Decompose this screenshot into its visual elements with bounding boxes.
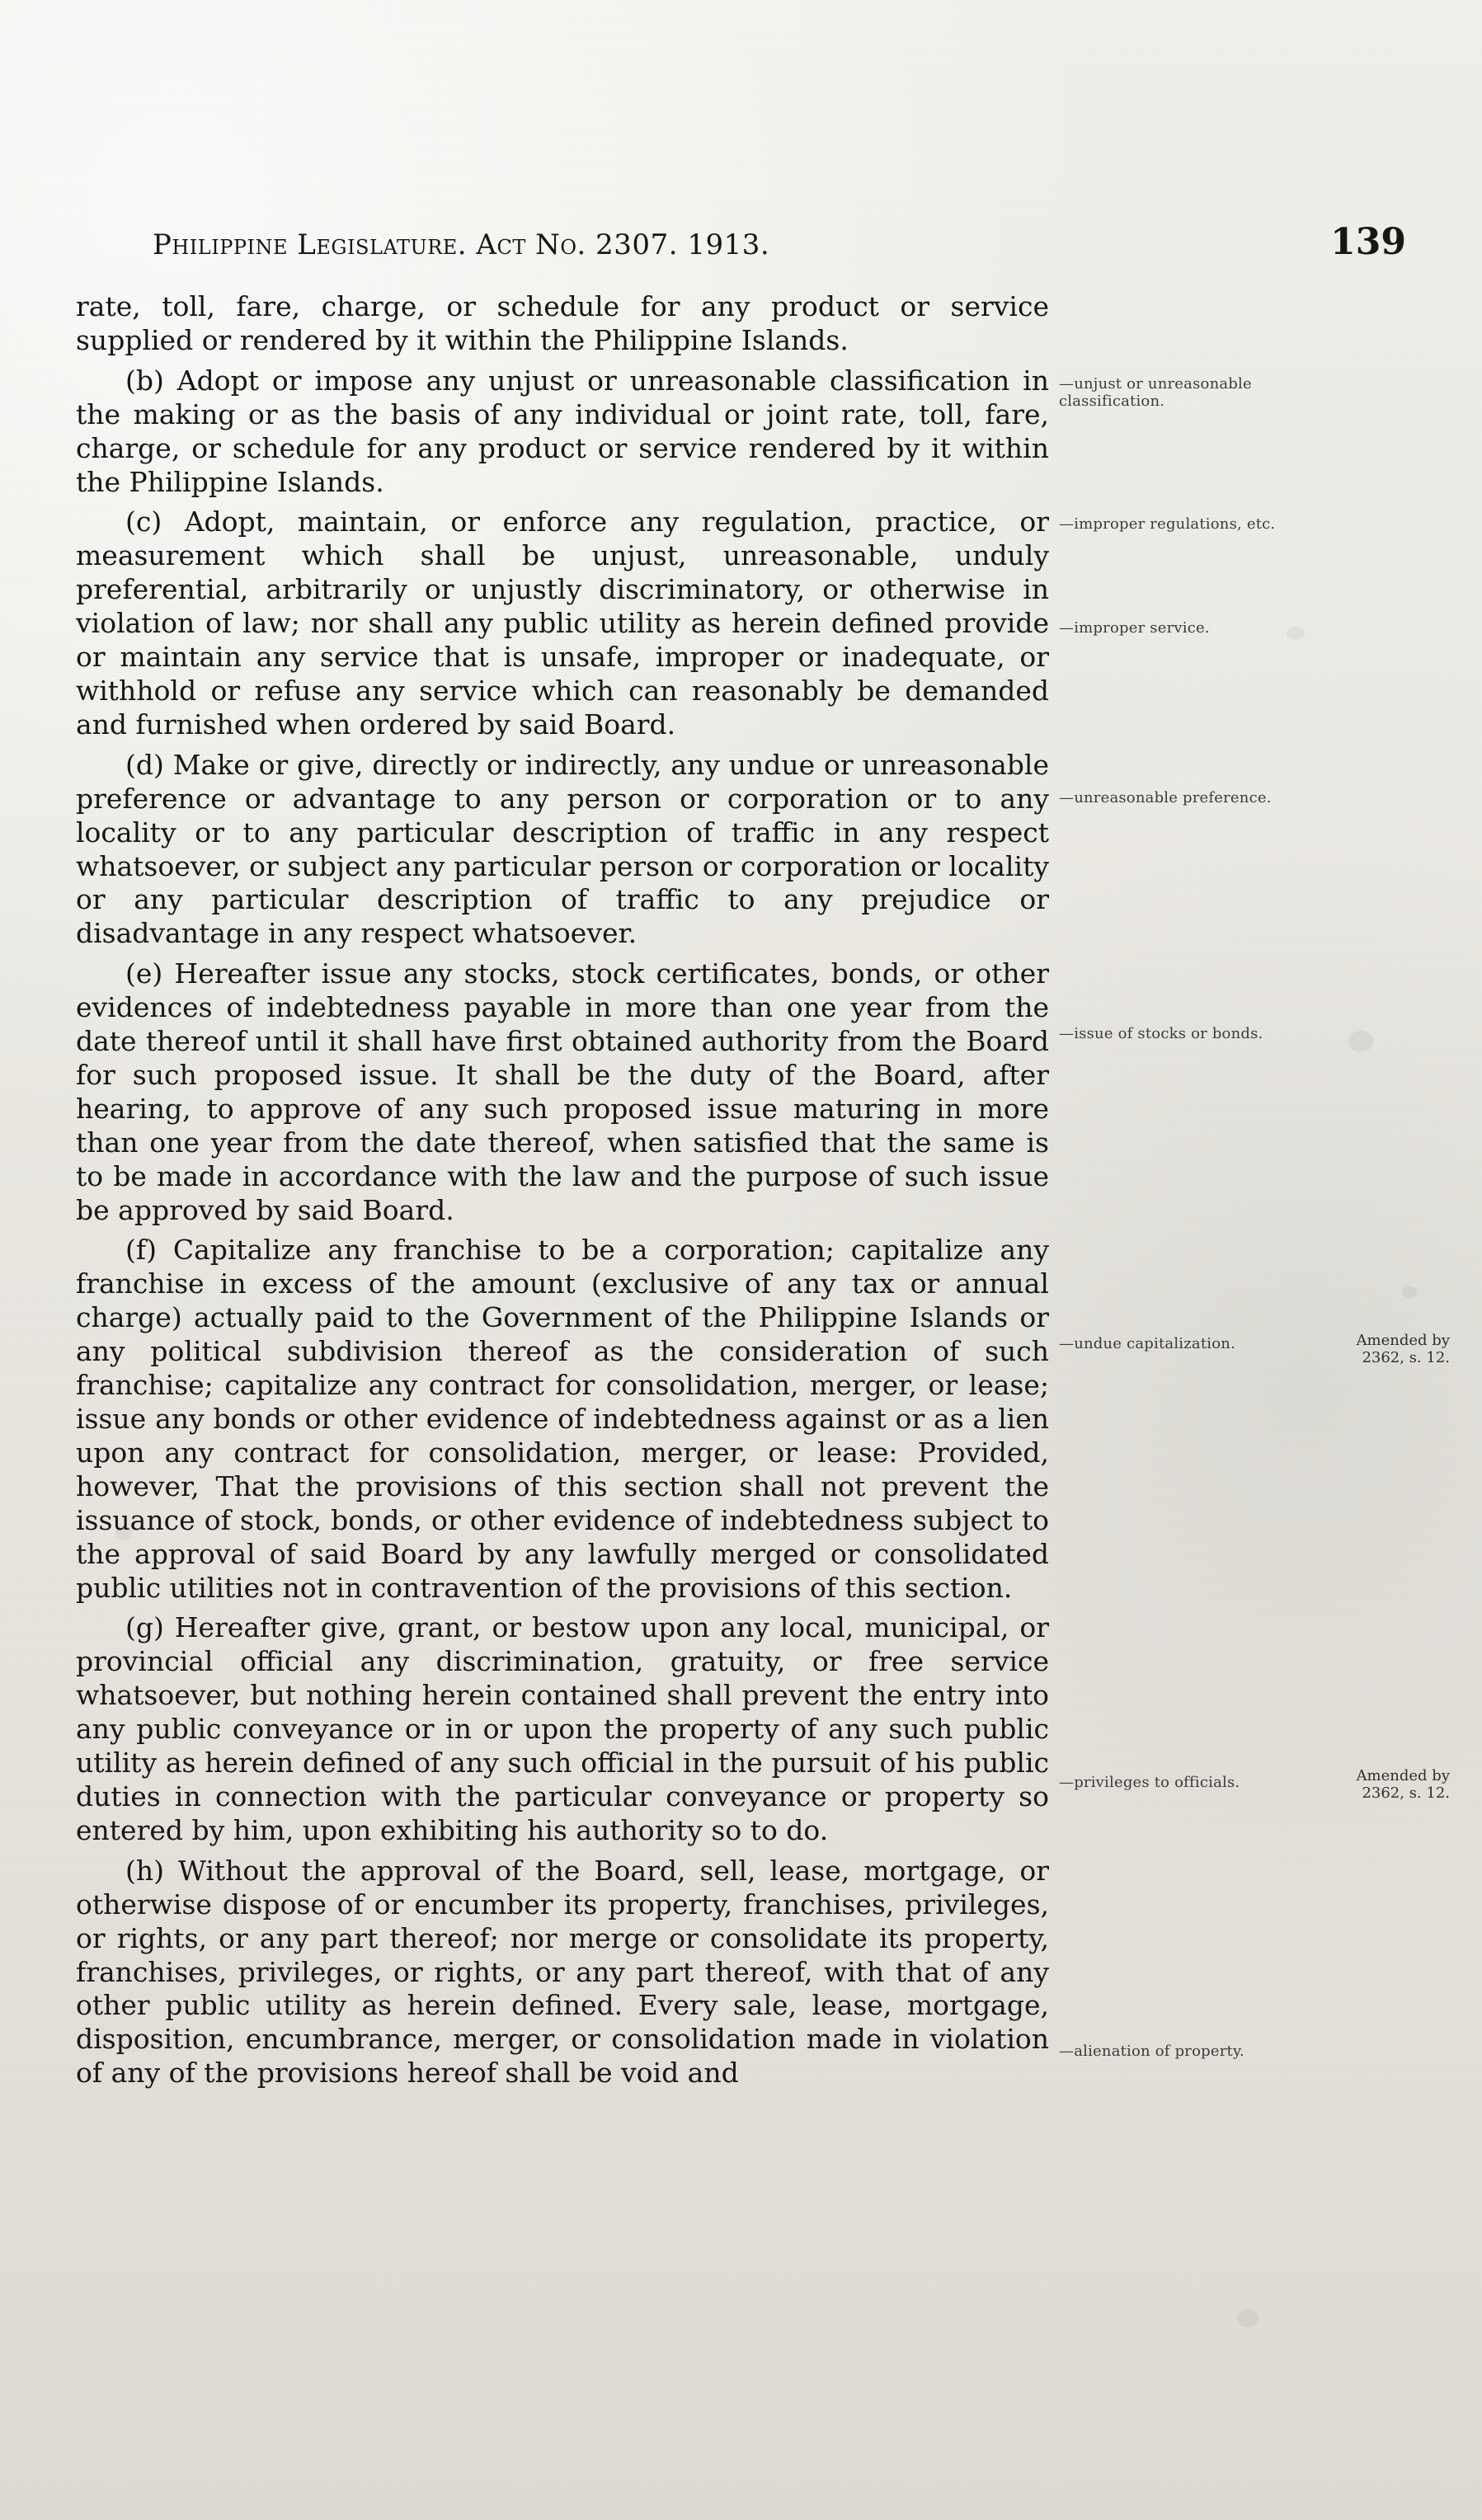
margin-note-improper-service: —improper service.: [1059, 619, 1210, 637]
paper-speck: [1348, 1031, 1373, 1052]
paper-speck: [1402, 1286, 1417, 1298]
margin-note-undue-capitalization: —undue capitalization.: [1059, 1335, 1236, 1352]
header-title: Philippine Legislature. Act No. 2307. 1913.: [153, 228, 770, 261]
margin-note-improper-regulations: —improper regulations, etc.: [1059, 515, 1276, 533]
margin-note-issue-stocks-bonds: —issue of stocks or bonds.: [1059, 1025, 1263, 1042]
margin-note-privileges-officials: —privileges to officials.: [1059, 1774, 1240, 1791]
paragraph-d: (d) Make or give, directly or indirectly, any undue or unreasonable preference or advantage to any person or corporation or to any locality or to any particular description of traffic in any respect whatsoever, or subject any particular person or corporation or locality or any particular description of traffic to any prejudice or disadvantage in any respect whatsoever.: [76, 748, 1049, 950]
paragraph-continuation: rate, toll, fare, charge, or schedule for any product or service supplied or rendered by it within the Philippine Islands.: [76, 290, 1049, 356]
page-number: 139: [1330, 221, 1406, 263]
paragraph-e: (e) Hereafter issue any stocks, stock certificates, bonds, or other evidences of indebtedness payable in more than one year from the date thereof until it shall have first obtained authority from the Board for such proposed issue. It shall be the duty of the Board, after hearing, to approve of any such proposed issue maturing in more than one year from the date thereof, when satisfied that the same is to be made in accordance with the law and the purpose of such issue be approved by said Board.: [76, 957, 1049, 1226]
margin-notes: [1059, 0, 1323, 2520]
amendment-note-1: Amended by 2362, s. 12.: [1356, 1332, 1450, 1366]
paragraph-c: (c) Adopt, maintain, or enforce any regulation, practice, or measurement which shall be unjust, unreasonable, unduly preferential, arbitrarily or unjustly discriminatory, or otherwise in violation of law; nor shall any public utility as herein defined provide or maintain any service that is unsafe, improper or inadequate, or withhold or refuse any service which can reasonably be demanded and furnished when ordered by said Board.: [76, 505, 1049, 740]
paragraph-g: (g) Hereafter give, grant, or bestow upon any local, municipal, or provincial official any discrimination, gratuity, or free service whatsoever, but nothing herein contained shall prevent the entry into any public conveyance or in or upon the property of any such public utility as herein defined of any such official in the pursuit of his public duties in connection with the particular conveyance or property so entered by him, upon exhibiting his authority so to do.: [76, 1611, 1049, 1846]
main-text-column: [76, 290, 1049, 2097]
margin-note-unreasonable-preference: —unreasonable preference.: [1059, 789, 1272, 806]
paragraph-b: (b) Adopt or impose any unjust or unreasonable classification in the making or as the basis of any individual or joint rate, toll, fare, charge, or schedule for any product or service rendered by it within the Philippine Islands.: [76, 364, 1049, 498]
paragraph-h: (h) Without the approval of the Board, sell, lease, mortgage, or otherwise dispose of or encumber its property, franchises, privileges, or rights, or any part thereof; nor merge or consolidate its property, franchises, privileges, or rights, or any part thereof, with that of any other public utility as herein defined. Every sale, lease, mortgage, disposition, encumbrance, merger, or consolidation made in violation of any of the provisions hereof shall be void and: [76, 1854, 1049, 2090]
paragraph-f: (f) Capitalize any franchise to be a corporation; capitalize any franchise in excess of the amount (exclusive of any tax or annual charge) actually paid to the Government of the Philippine Islands or any political subdivision thereof as the consideration of such franchise; capitalize any contract for consolidation, merger, or lease; issue any bonds or other evidence of indebtedness against or as a lien upon any contract for consolidation, merger, or lease: Provided, however, That the provisions of this section shall not prevent the issuance of stock, bonds, or other evidence of indebtedness subject to the approval of said Board by any lawfully merged or consolidated public utilities not in contravention of the provisions of this section.: [76, 1234, 1049, 1604]
margin-note-unjust-classification: —unjust or unreasonable classification.: [1059, 375, 1252, 410]
amendment-note-2: Amended by 2362, s. 12.: [1356, 1767, 1450, 1802]
margin-note-alienation-property: —alienation of property.: [1059, 2043, 1244, 2060]
